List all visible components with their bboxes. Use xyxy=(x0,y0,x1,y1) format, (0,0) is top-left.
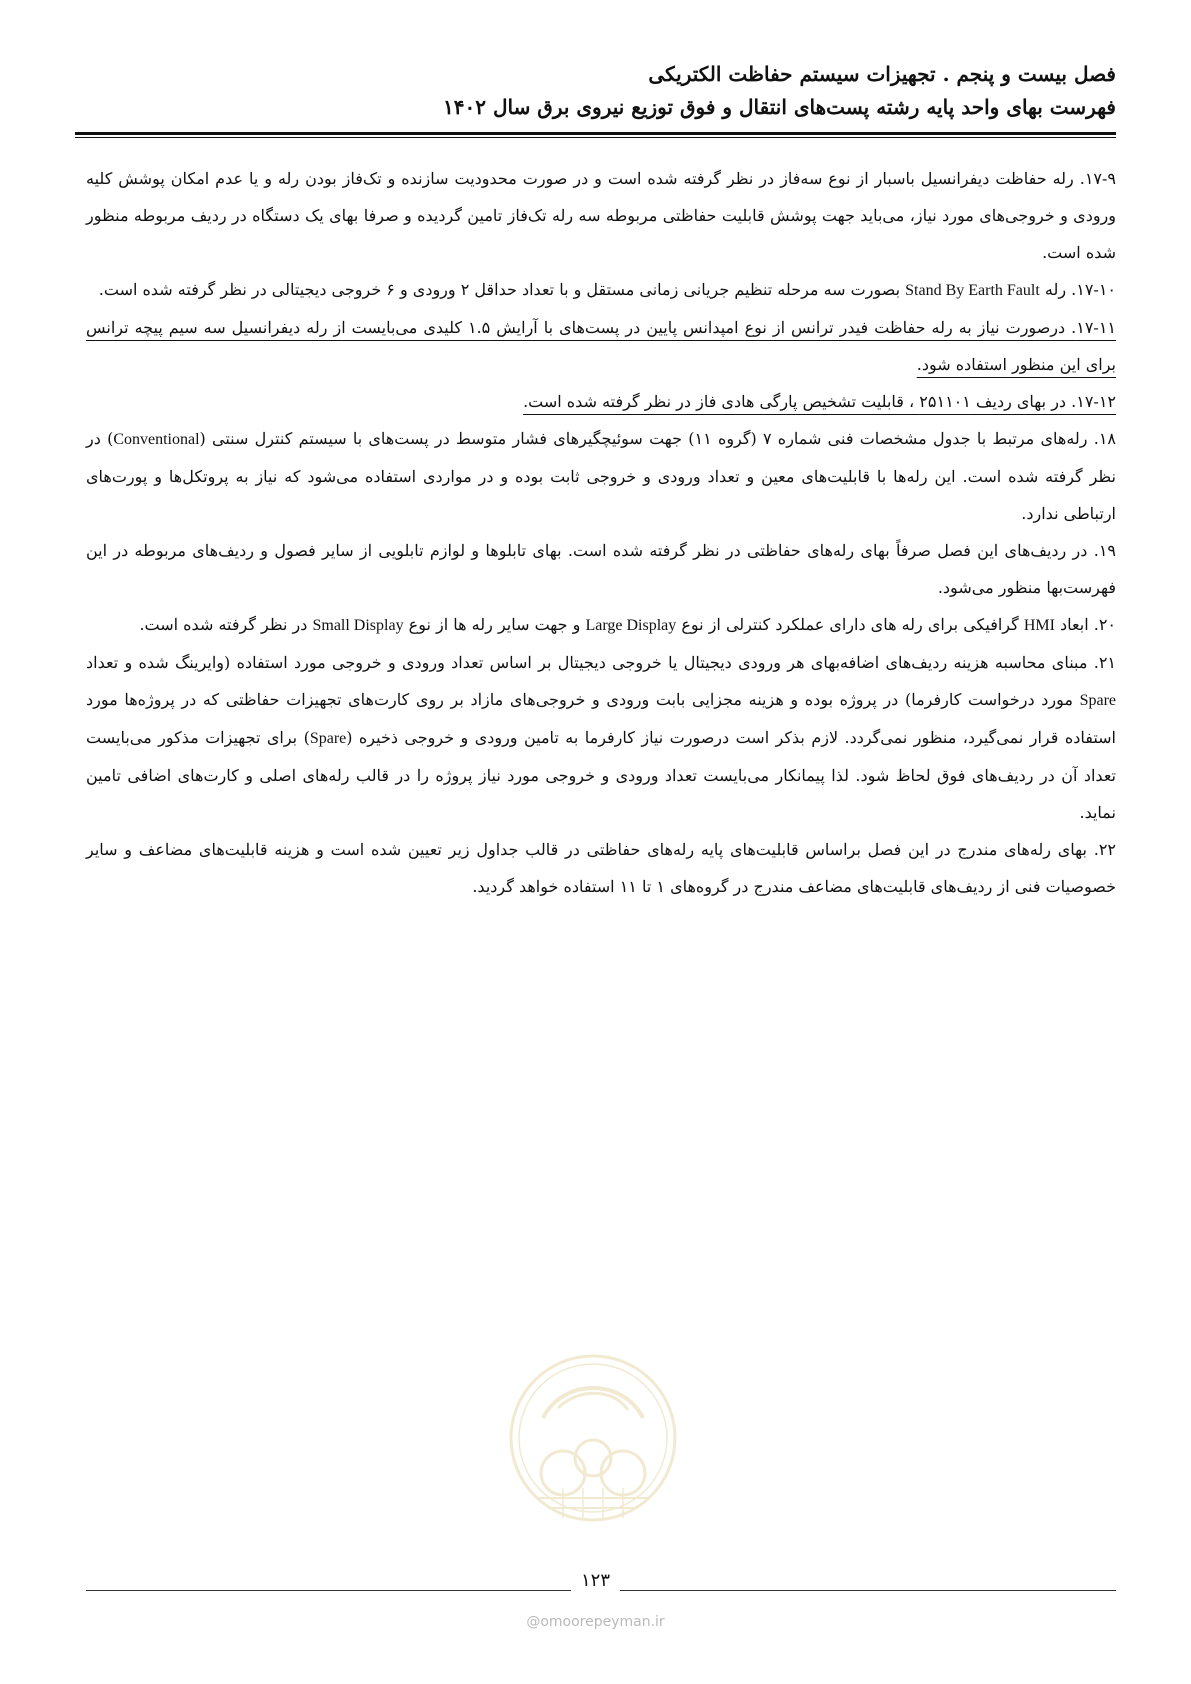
latin-term: Spare xyxy=(309,730,347,747)
paragraph-17-9 xyxy=(86,160,1116,271)
paragraph-text: ۱۹. در ردیف‌های این فصل صرفاً بهای رله‌های حفاظتی در نظر گرفته شده است. بهای تابلوها و لوازم تابلویی از سایر فصول و ردیف‌های مربوطه در این فهرست‌بها منظور می‌شود. xyxy=(86,541,1116,597)
latin-term: HMI xyxy=(1023,617,1055,634)
paragraph-18 xyxy=(86,420,1116,532)
paragraph-text: ۱۷-۱۲. در بهای ردیف ۲۵۱۱۰۱ ، قابلیت تشخیص پارگی هادی فاز در نظر گرفته شده است. xyxy=(523,392,1116,411)
paragraph-20 xyxy=(86,606,1116,644)
website-watermark: @omoorepeyman.ir xyxy=(526,1614,665,1630)
paragraph-21 xyxy=(86,644,1116,831)
paragraph-text: مورد درخواست کارفرما) در پروژه بوده و هزینه مجزایی بابت ورودی و خروجی‌های مازاد بر روی کارت‌های تجهیزات حفاظتی که در پروژه‌ها مورد استفاده قرار نمی‌گیرد، منظور نمی‌گردد. لازم بذکر است درصورت نیاز کارفرما به تامین ورودی و خروجی ذخیره ( xyxy=(86,690,1117,747)
page-number-text: ۱۲۳ xyxy=(571,1570,620,1591)
page-header xyxy=(75,58,1116,124)
chapter-title: فصل بیست و پنجم . تجهیزات سیستم حفاظت الکتریکی xyxy=(648,62,1116,86)
header-rule-thick xyxy=(75,132,1116,135)
paragraph-text: ) برای تجهیزات مذکور می‌بایست تعداد آن در ردیف‌های فوق لحاظ شود. لذا پیمانکار می‌بایست تعداد ورودی و خروجی مورد نیاز پروژه را در قالب رله‌های اصلی و کارت‌های اضافی تامین نماید. xyxy=(86,728,1116,822)
body-text xyxy=(86,160,1116,905)
paragraph-text: ۲۰. ابعاد xyxy=(1054,615,1116,634)
paragraph-text: ) در نظر گرفته شده است. این رله‌ها با قابلیت‌های معین و تعداد ورودی و خروجی ثابت بوده و در مواردی استفاده می‌شود که نیاز به پروتکل‌ها و پورت‌های ارتباطی ندارد. xyxy=(86,429,1116,523)
paragraph-text: ۱۸. رله‌های مرتبط با جدول مشخصات فنی شماره ۷ (گروه ۱۱) جهت سوئیچگیرهای فشار متوسط در پست‌های با سیستم کنترل سنتی ( xyxy=(199,429,1117,448)
paragraph-text: و جهت سایر رله ها از نوع xyxy=(403,615,586,634)
paragraph-text: ۲۲. بهای رله‌های مندرج در این فصل براساس قابلیت‌های پایه رله‌های حفاظتی در قالب جداول زیر تعیین شده است و هزینه قابلیت‌های مضاعف و سایر خصوصیات فنی از ردیف‌های قابلیت‌های مضاعف مندرج در گروه‌های ۱ تا ۱۱ استفاده خواهد گردید. xyxy=(86,840,1116,896)
paragraph-19 xyxy=(86,532,1116,606)
paragraph-text: ۱۷-۱۰. رله xyxy=(1039,280,1116,299)
gear-seal-logo-icon xyxy=(503,1348,683,1528)
latin-term: Stand By Earth Fault xyxy=(905,282,1040,299)
document-title: فهرست بهای واحد پایه رشته پست‌های انتقال و فوق توزیع نیروی برق سال ۱۴۰۲ xyxy=(443,95,1116,119)
paragraph-17-11 xyxy=(86,309,1116,383)
paragraph-17-12 xyxy=(86,383,1116,420)
paragraph-text: ۱۷-۱۱. درصورت نیاز به رله حفاظت فیدر ترانس از نوع امپدانس پایین در پست‌های با آرایش ۱.۵ کلیدی می‌بایست از رله دیفرانسیل سه سیم پیچه ترانس برای این منظور استفاده شود. xyxy=(86,318,1117,374)
header-rule-thin xyxy=(75,137,1116,138)
page-number xyxy=(0,1570,1191,1591)
paragraph-22 xyxy=(86,831,1116,905)
latin-term: Conventional xyxy=(113,431,200,448)
paragraph-text: ۲۱. مبنای محاسبه هزینه ردیف‌های اضافه‌بهای هر ورودی دیجیتال یا خروجی دیجیتال بر اساس تعداد ورودی و خروجی مورد استفاده (وایرینگ شده و تعداد xyxy=(86,653,1116,672)
latin-term: Large Display xyxy=(585,617,677,634)
paragraph-17-10 xyxy=(86,271,1116,309)
paragraph-text: گرافیکی برای رله های دارای عملکرد کنترلی از نوع xyxy=(676,615,1024,634)
paragraph-text: بصورت سه مرحله تنظیم جریانی زمانی مستقل و با تعداد حداقل ۲ ورودی و ۶ خروجی دیجیتالی در نظر گرفته شده است. xyxy=(98,280,906,299)
latin-term: Spare xyxy=(1079,692,1116,709)
paragraph-text: ۱۷-۹. رله حفاظت دیفرانسیل باسبار از نوع سه‌فاز در نظر گرفته شده است و در صورت محدودیت سازنده و تک‌فاز بودن رله و یا عدم امکان پوشش کلیه ورودی و خروجی‌های مورد نیاز، می‌باید جهت پوشش قابلیت حفاظتی مربوطه سه رله تک‌فاز تامین گردیده و صرفا بهای یک دستگاه در ردیف مربوطه منظور شده است. xyxy=(86,169,1116,262)
latin-term: Small Display xyxy=(312,617,404,634)
paragraph-text: در نظر گرفته شده است. xyxy=(139,615,313,634)
